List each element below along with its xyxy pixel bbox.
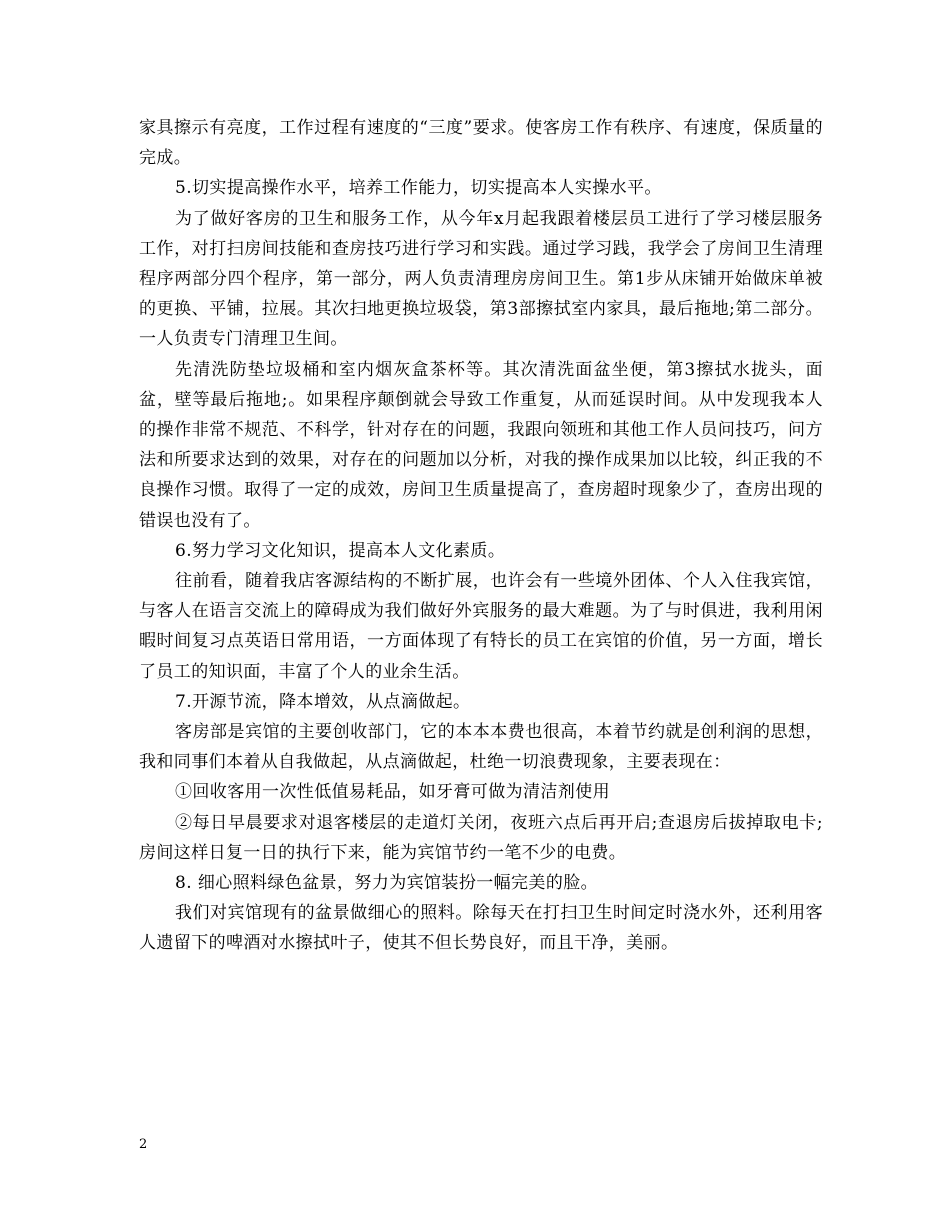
paragraph-language-study: 往前看，随着我店客源结构的不断扩展，也许会有一些境外团体、个人入住我宾馆，与客人在语言交流上的障碍成为我们做好外宾服务的最大难题。为了与时俱进，我利用闲暇时间复习点英语日常用语，一方面体现了有特长的员工在宾馆的价值，另一方面，增长了员工的知识面，丰富了个人的业余生活。	[139, 571, 823, 682]
list-item-lighting: ②每日早晨要求对退客楼层的走道灯关闭，夜班六点后再开启;查退房后拔掉取电卡;房间这样日复一日的执行下来，能为宾馆节约一笔不少的电费。	[139, 812, 823, 863]
body-text	[139, 113, 823, 959]
paragraph-cleaning-procedure: 为了做好客房的卫生和服务工作，从今年x月起我跟着楼层员工进行了学习楼层服务工作，对打扫房间技能和查房技巧进行学习和实践。通过学习践，我学会了房间卫生清理程序两部分四个程序，第一部分，两人负责清理房房间卫生。第1步从床铺开始做床单被 的更换、平铺，拉展。其次扫地更换垃圾袋，第3部擦拭室内家具，最后拖地;第二部分。一人负责专门清理卫生间。	[139, 208, 823, 350]
paragraph-bathroom-cleaning: 先清洗防垫垃圾桶和室内烟灰盒茶杯等。其次清洗面盆坐便，第3擦拭水拢头，面盆，壁等最后拖地;。如果程序颠倒就会导致工作重复，从而延误时间。从中发现我本人的操作非常不规范、不科学，针对存在的问题，我跟向领班和其他工作人员问技巧，问方法和所要求达到的效果，对存在的问题加以分析，对我的操作成果加以比较，纠正我的不良操作习惯。取得了一定的成效，房间卫生质量提高了，查房超时现象少了，查房出现的错误也没有了。	[139, 359, 823, 531]
paragraph-plants: 我们对宾馆现有的盆景做细心的照料。除每天在打扫卫生时间定时浇水外，还利用客人遗留下的啤酒对水擦拭叶子，使其不但长势良好，而且干净，美丽。	[139, 903, 823, 954]
paragraph-cost-saving: 客房部是宾馆的主要创收部门，它的本本本费也很高，本着节约就是创利润的思想，我和同事们本着从自我做起，从点滴做起，杜绝一切浪费现象，主要表现在：	[139, 722, 823, 773]
paragraph-continuation: 家具擦示有亮度，工作过程有速度的“三度”要求。使客房工作有秩序、有速度，保质量的完成。	[139, 118, 823, 169]
page-number: 2	[139, 1137, 148, 1152]
section-heading-8: 8. 细心照料绿色盆景，努力为宾馆装扮一幅完美的脸。	[175, 873, 599, 894]
section-heading-5: 5.切实提高操作水平，培养工作能力，切实提高本人实操水平。	[175, 178, 662, 199]
list-item-recycling: ①回收客用一次性低值易耗品，如牙膏可做为清洁剂使用	[175, 782, 610, 803]
section-heading-6: 6.努力学习文化知识，提高本人文化素质。	[175, 540, 506, 561]
section-heading-7: 7.开源节流，降本增效，从点滴做起。	[175, 691, 471, 712]
